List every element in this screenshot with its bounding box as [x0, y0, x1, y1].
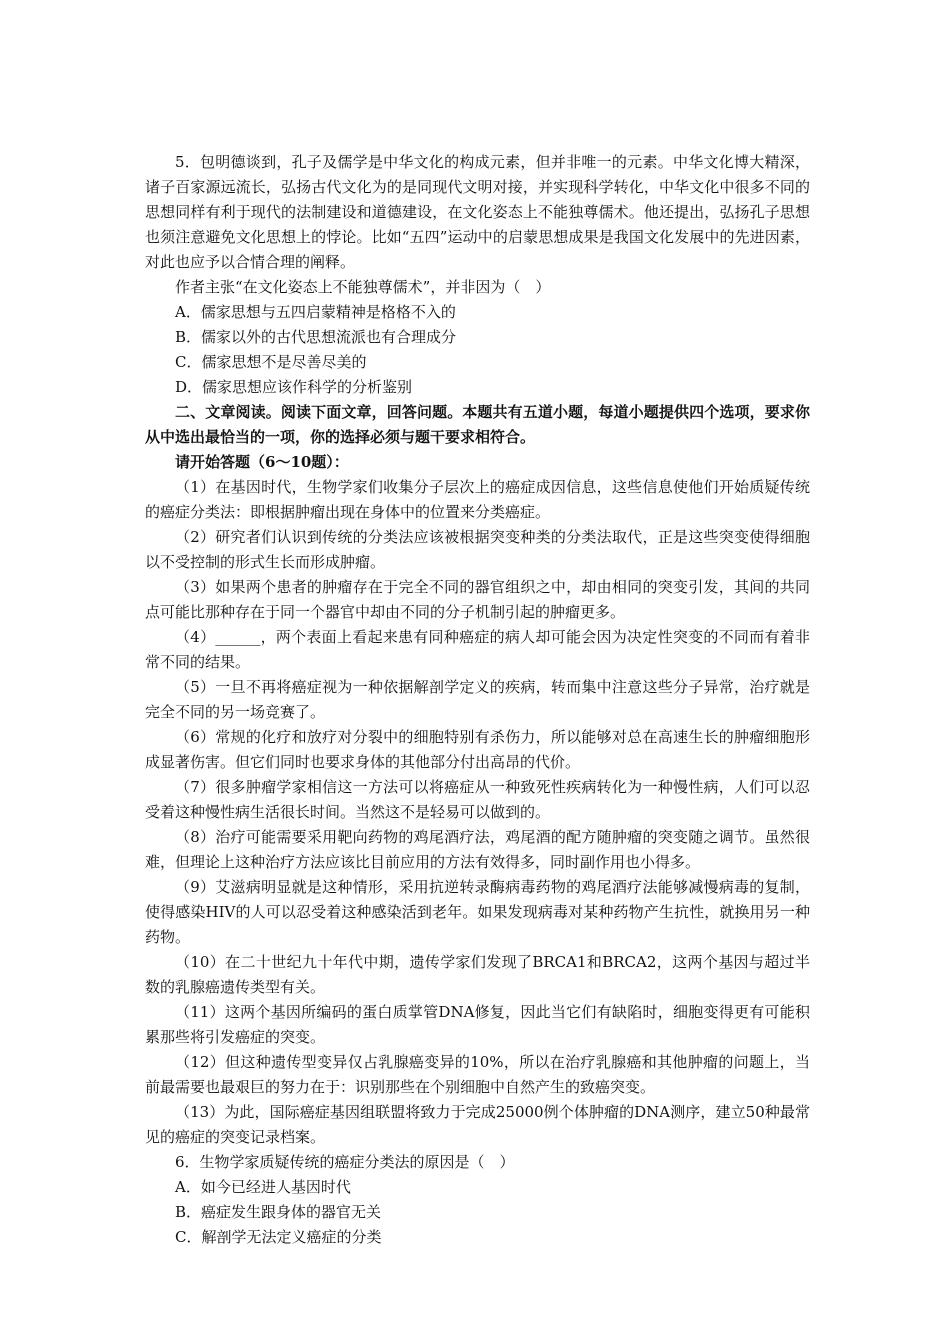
article-paragraph-10: （10）在二十世纪九十年代中期，遗传学家们发现了BRCA1和BRCA2，这两个基因与超过半数的乳腺癌遗传类型有关。: [145, 953, 810, 996]
article-paragraph-2: （2）研究者们认识到传统的分类法应该被根据突变种类的分类法取代，正是这些突变使得细胞以不受控制的形式生长而形成肿瘤。: [145, 528, 810, 571]
article-paragraph-12: （12）但这种遗传型变异仅占乳腺癌变异的10%，所以在治疗乳腺癌和其他肿瘤的问题上，当前最需要也最艰巨的努力在于：识别那些在个别细胞中自然产生的致癌突变。: [145, 1053, 810, 1096]
question-5-option-c: C．儒家思想不是尽善尽美的: [175, 353, 367, 371]
question-5-passage: 5．包明德谈到，孔子及儒学是中华文化的构成元素，但并非唯一的元素。中华文化博大精深，诸子百家源远流长，弘扬古代文化为的是同现代文明对接，并实现科学转化，中华文化中很多不同的思想同样有利于现代的法制建设和道德建设，在文化姿态上不能独尊儒术。他还提出，弘扬孔子思想也须注意避免文化思想上的悖论。比如“五四”运动中的启蒙思想成果是我国文化发展中的先进因素，对此也应予以合情合理的阐释。: [145, 153, 810, 271]
question-5-option-a: A．儒家思想与五四启蒙精神是格格不入的: [175, 303, 456, 321]
article-paragraph-3: （3）如果两个患者的肿瘤存在于完全不同的器官组织之中，却由相同的突变引发，其间的共同点可能比那种存在于同一个器官中却由不同的分子机制引起的肿瘤更多。: [145, 578, 810, 621]
article-paragraph-4: （4）______，两个表面上看起来患有同种癌症的病人却可能会因为决定性突变的不同而有着非常不同的结果。: [145, 628, 810, 671]
question-6-option-b: B．癌症发生跟身体的器官无关: [175, 1203, 382, 1221]
question-5-option-b: B．儒家以外的古代思想流派也有合理成分: [175, 328, 457, 346]
article-paragraph-7: （7）很多肿瘤学家相信这一方法可以将癌症从一种致死性疾病转化为一种慢性病，人们可以忍受着这种慢性病生活很长时间。当然这不是轻易可以做到的。: [145, 778, 810, 821]
section-2-heading: 二、文章阅读。阅读下面文章，回答问题。本题共有五道小题，每道小题提供四个选项，要求你从中选出最恰当的一项，你的选择必须与题干要求相符合。: [145, 403, 810, 446]
article-paragraph-13: （13）为此，国际癌症基因组联盟将致力于完成25000例个体肿瘤的DNA测序，建立50种最常见的癌症的突变记录档案。: [145, 1103, 810, 1146]
question-5-option-d: D．儒家思想应该作科学的分析鉴别: [175, 378, 413, 396]
question-6-option-a: A．如今已经进人基因时代: [175, 1178, 351, 1196]
question-5-stem: 作者主张“在文化姿态上不能独尊儒术”，并非因为（ ）: [175, 278, 551, 296]
article-paragraph-8: （8）治疗可能需要采用靶向药物的鸡尾酒疗法，鸡尾酒的配方随肿瘤的突变随之调节。虽然很难，但理论上这种治疗方法应该比目前应用的方法有效得多，同时副作用也小得多。: [145, 828, 810, 871]
article-paragraph-6: （6）常规的化疗和放疗对分裂中的细胞特别有杀伤力，所以能够对总在高速生长的肿瘤细胞形成显著伤害。但它们同时也要求身体的其他部分付出高昂的代价。: [145, 728, 810, 771]
section-2-start: 请开始答题（6～10题）：: [175, 453, 349, 471]
article-paragraph-5: （5）一旦不再将癌症视为一种依据解剖学定义的疾病，转而集中注意这些分子异常，治疗就是完全不同的另一场竞赛了。: [145, 678, 810, 721]
document-page: [145, 150, 810, 1250]
article-paragraph-9: （9）艾滋病明显就是这种情形，采用抗逆转录酶病毒药物的鸡尾酒疗法能够减慢病毒的复制，使得感染HIV的人可以忍受着这种感染活到老年。如果发现病毒对某种药物产生抗性，就换用另一种药物。: [145, 878, 810, 946]
article-paragraph-11: （11）这两个基因所编码的蛋白质掌管DNA修复，因此当它们有缺陷时，细胞变得更有可能积累那些将引发癌症的突变。: [145, 1003, 810, 1046]
article-paragraph-1: （1）在基因时代，生物学家们收集分子层次上的癌症成因信息，这些信息使他们开始质疑传统的癌症分类法：即根据肿瘤出现在身体中的位置来分类癌症。: [145, 478, 810, 521]
question-6-option-c: C．解剖学无法定义癌症的分类: [175, 1228, 382, 1246]
question-6-stem: 6．生物学家质疑传统的癌症分类法的原因是（ ）: [175, 1153, 515, 1171]
